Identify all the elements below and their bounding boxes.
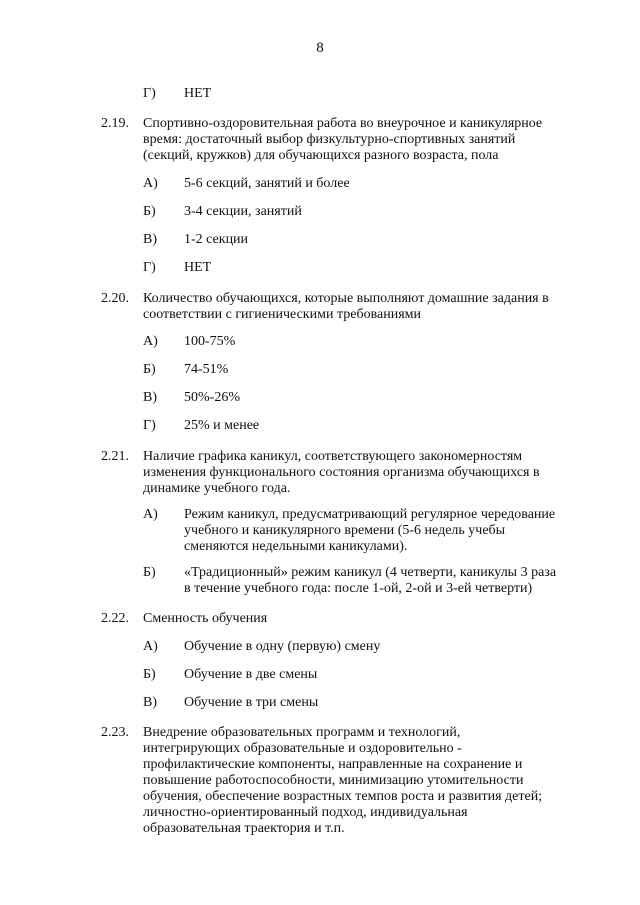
question-line: Количество обучающихся, которые выполняют домашние задания в [143,291,549,306]
option-letter: Г) [143,86,156,101]
option-letter: А) [143,176,158,191]
option-letter: Б) [143,667,156,682]
option-letter: А) [143,334,158,349]
question-line: обучения, обеспечение возрастных темпов роста и развития детей; [143,789,543,804]
option-text: 50%-26% [184,390,240,405]
option-text: 1-2 секции [184,232,249,247]
option-letter: Б) [143,362,156,377]
question-line: личностно-ориентированный подход, индивидуальная [143,805,468,820]
item-number: 2.20. [101,291,129,306]
question-line: интегрирующих образовательные и оздоровительно - [143,741,462,756]
question-line: изменения функционального состояния организма обучающихся в [143,465,540,480]
option-text: 74-51% [184,362,229,377]
question-line: Наличие графика каникул, соответствующего закономерностям [143,449,523,464]
option-letter: В) [143,390,157,405]
option-letter: Г) [143,418,156,433]
item-number: 2.21. [101,449,129,464]
option-text: НЕТ [184,86,212,101]
item-number: 2.19. [101,116,129,131]
question-line: динамике учебного года. [143,481,291,496]
question-line: Спортивно-оздоровительная работа во внеурочное и каникулярное [143,116,543,131]
question-line: повышение работоспособности, минимизацию утомительности [143,773,524,788]
option-text: 3-4 секции, занятий [184,204,302,219]
option-letter: Б) [143,565,156,580]
option-line: «Традиционный» режим каникул (4 четверти, каникулы 3 раза [184,565,557,580]
option-text: Обучение в одну (первую) смену [184,639,381,654]
question-line: Сменность обучения [143,611,268,626]
option-line: учебного и каникулярного времени (5-6 недель учебы [184,523,506,538]
option-text: НЕТ [184,260,212,275]
option-text: Обучение в три смены [184,695,319,710]
option-letter: В) [143,232,157,247]
option-letter: Б) [143,204,156,219]
question-line: Внедрение образовательных программ и технологий, [143,725,461,740]
option-text: Обучение в две смены [184,667,318,682]
question-line: время: достаточный выбор физкультурно-спортивных занятий [143,132,516,147]
item-number: 2.23. [101,725,129,740]
question-line: соответствии с гигиеническими требованиями [143,307,421,322]
option-letter: В) [143,695,157,710]
option-letter: А) [143,639,158,654]
option-letter: Г) [143,260,156,275]
option-line: сменяются недельными каникулами). [184,539,408,554]
option-text: 25% и менее [184,418,260,433]
option-line: Режим каникул, предусматривающий регулярное чередование [184,507,556,522]
question-line: образовательная траектория и т.п. [143,821,345,836]
question-line: профилактические компоненты, направленные на сохранение и [143,757,523,772]
page-number: 8 [316,40,324,56]
option-letter: А) [143,507,158,522]
option-line: в течение учебного года: после 1-ой, 2-ой и 3-ей четверти) [184,581,533,596]
option-text: 100-75% [184,334,236,349]
question-line: (секций, кружков) для обучающихся разного возраста, пола [143,148,499,163]
option-text: 5-6 секций, занятий и более [184,176,350,191]
item-number: 2.22. [101,611,129,626]
